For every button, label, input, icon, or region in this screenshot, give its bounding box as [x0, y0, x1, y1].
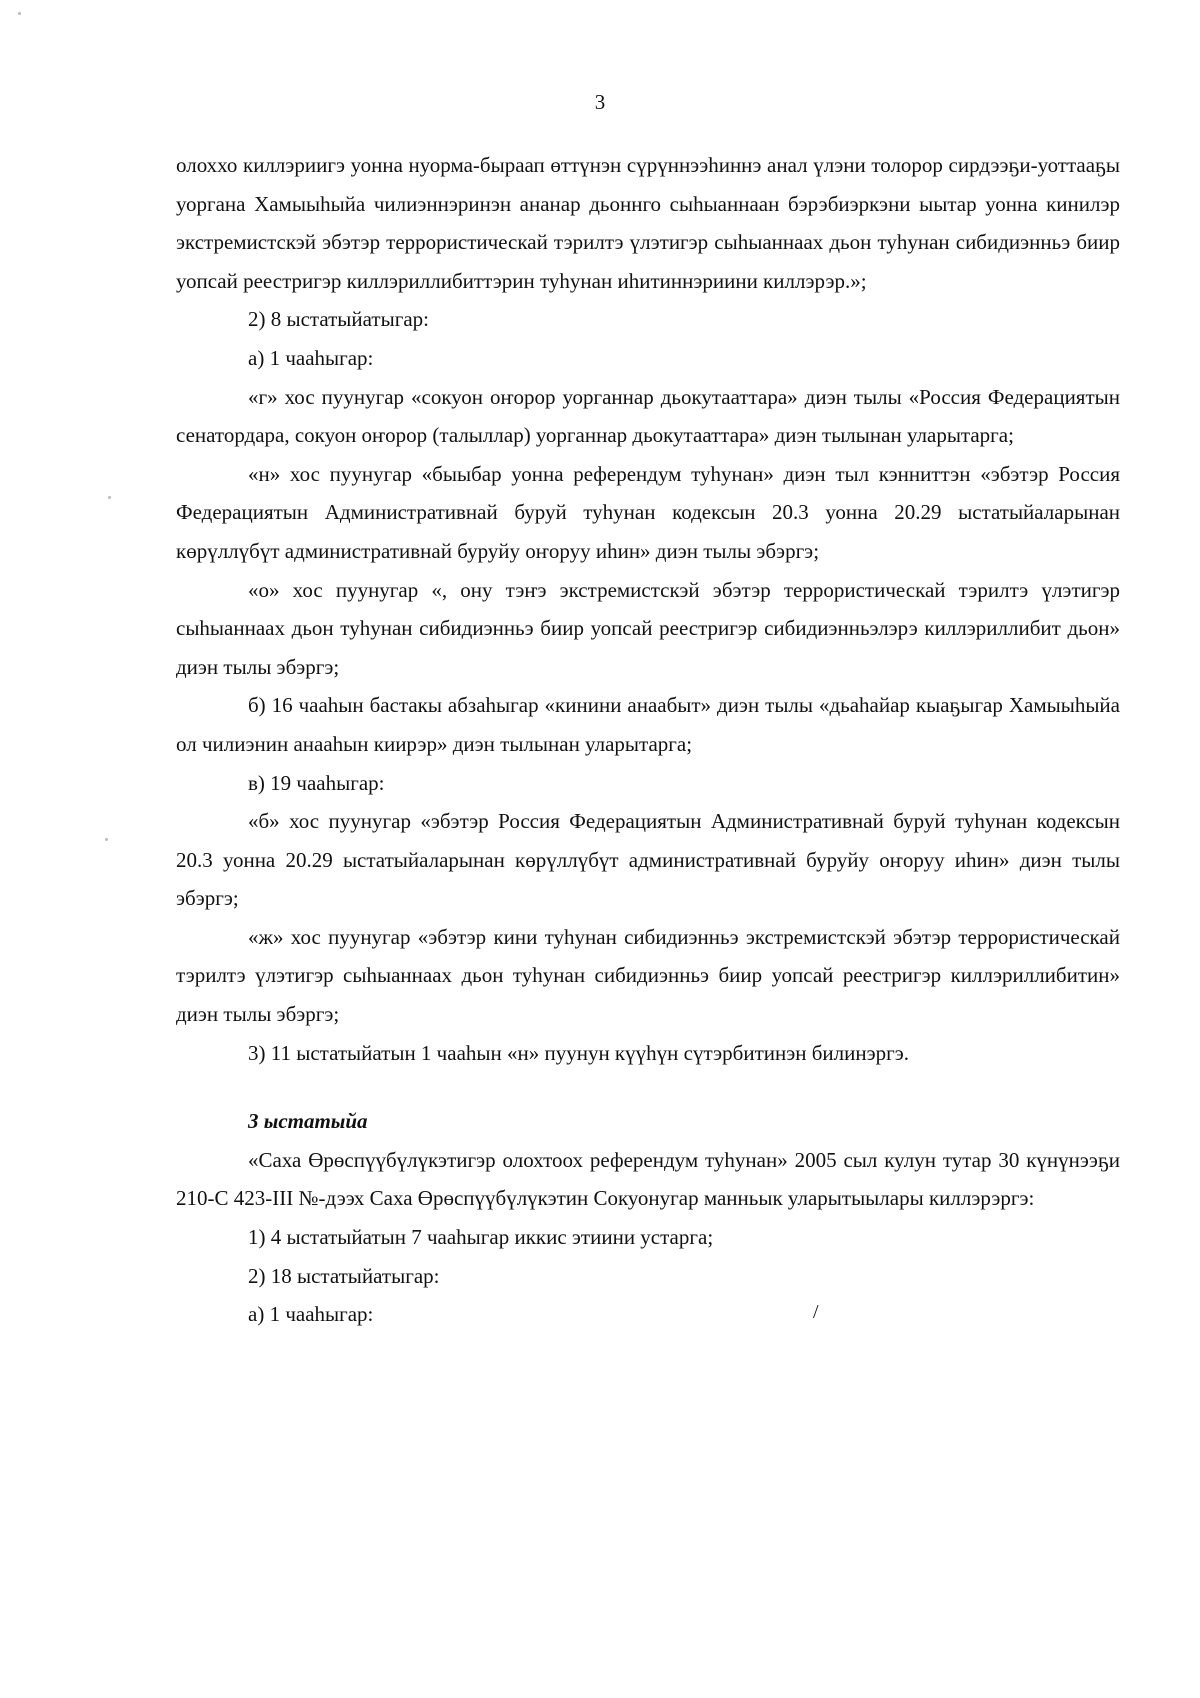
document-body [176, 146, 1120, 1334]
paragraph: в) 19 чааһыгар: [248, 770, 385, 795]
paragraph: «ж» хос пуунугар «эбэтэр кини туһунан сибидиэнньэ экстремистскэй эбэтэр террористическай тэрилтэ үлэтигэр сыһыаннаах дьон туһунан сибидиэнньэ биир уопсай реестригэр киллэриллибитин» диэн тылы эбэргэ; [176, 924, 1120, 1027]
scan-speck [108, 496, 111, 499]
paragraph: а) 1 чааһыгар: [248, 1302, 374, 1327]
paragraph: 3) 11 ыстатыйатын 1 чааһын «н» пуунун күүһүн сүтэрбитинэн билинэргэ. [248, 1040, 910, 1065]
paragraph: «б» хос пуунугар «эбэтэр Россия Федерациятын Административнай буруй туһунан кодексын 20.3 уонна 20.29 ыстатыйаларынан көрүллүбүт административнай буруйу оҥоруу иһин» диэн тылы эбэргэ; [176, 809, 1120, 911]
paragraph: б) 16 чааһын бастакы абзаһыгар «кинини анаабыт» диэн тылы «дьаһайар кыаҕыгар Хамыыһыйа ол чилиэнин анааһын киирэр» диэн тылынан уларытарга; [176, 693, 1120, 756]
section-heading: 3 ыстатыйа [248, 1109, 368, 1134]
paragraph: 2) 8 ыстатыйатыгар: [248, 307, 429, 332]
slash-mark: / [813, 1301, 819, 1323]
paragraph: «о» хос пуунугар «, ону тэҥэ экстремистскэй эбэтэр террористическай тэрилтэ үлэтигэр сыһыаннаах дьон туһунан сибидиэнньэ биир уопсай реестригэр сибидиэнньэлэрэ киллэриллибит дьон» диэн тылы эбэргэ; [176, 577, 1120, 679]
paragraph: а) 1 чааһыгар: [248, 345, 374, 370]
paragraph: «г» хос пуунугар «сокуон оҥорор уорганнар дьокутааттара» диэн тылы «Россия Федерациятын сенатордара, сокуон оҥорор (талыллар) уорганнар дьокутааттара» диэн тылынан уларытарга; [176, 384, 1120, 448]
paragraph: «Саха Өрөспүүбүлүкэтигэр олохтоох референдум туһунан» 2005 сыл кулун тутар 30 күнүнээҕи 210-С 423-III №-дээх Саха Өрөспүүбүлүкэтин Сокуонугар манньык уларытыылары киллэрэргэ: [176, 1147, 1120, 1211]
paragraph: «н» хос пуунугар «быыбар уонна референдум туһунан» диэн тыл кэнниттэн «эбэтэр Россия Федерациятын Административнай буруй туһунан кодексын 20.3 уонна 20.29 ыстатыйаларынан көрүллүбүт административнай буруйу оҥоруу иһин» диэн тылы эбэргэ; [176, 461, 1120, 563]
paragraph: олоххо киллэриигэ уонна нуорма-быраап өттүнэн сүрүннээһиннэ анал үлэни толорор сирдээҕи-уоттааҕы уоргана Хамыыһыйа чилиэннэринэн ананар дьоннго сыһыаннаан бэрэбиэркэни ыытар уонна кинилэр экстремистскэй эбэтэр террористическай тэрилтэ үлэтигэр сыһыаннаах дьон туһунан сибидиэнньэ биир уопсай реестригэр киллэриллибиттэрин туһунан иһитиннэриини киллэрэр.»; [176, 153, 1120, 293]
page-number: 3 [594, 90, 606, 114]
paragraph: 2) 18 ыстатыйатыгар: [248, 1263, 440, 1288]
scan-speck [105, 838, 108, 841]
paragraph: 1) 4 ыстатыйатын 7 чааһыгар иккис этиини устарга; [248, 1225, 714, 1250]
scan-speck [18, 12, 21, 15]
